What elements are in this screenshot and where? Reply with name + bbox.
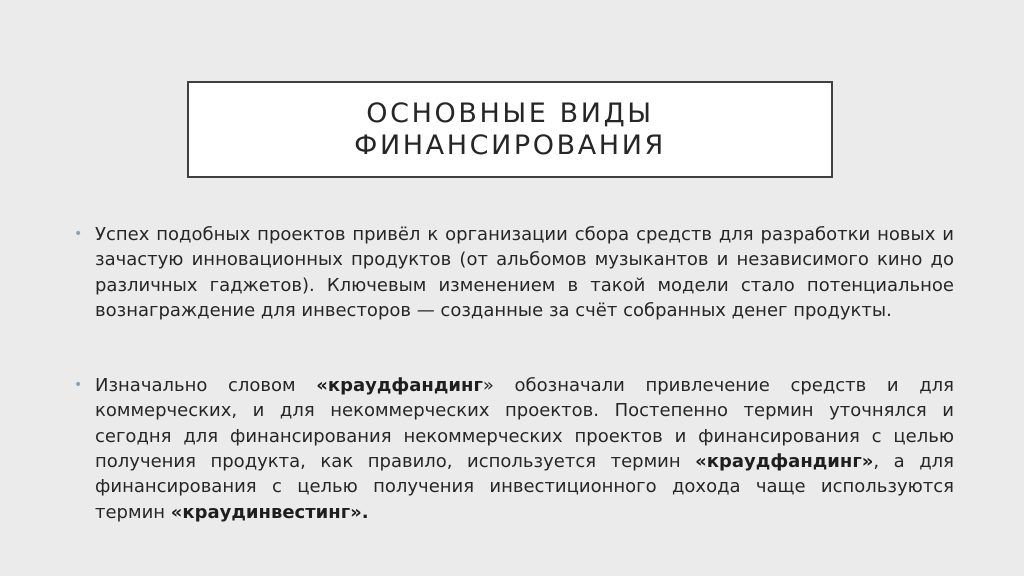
term-crowdfunding-2: «краудфандинг» xyxy=(695,451,874,473)
bullet-text-2 xyxy=(95,373,954,525)
bullet-item-2 xyxy=(74,373,954,525)
bullet-dot-icon: • xyxy=(74,377,83,394)
term-crowdinvesting: «краудинвестинг». xyxy=(170,501,369,523)
bullet-item-1 xyxy=(74,222,954,323)
bullet-2-part-3: , а для финансирования с целью получения инвестиционного дохода чаще используются термин xyxy=(95,451,954,523)
bullet-text-1: Успех подобных проектов привёл к организации сбора средств для разработки новых и зачастую инновационных продуктов (от альбомов музыкантов и независимого кино до различных гаджетов). Ключевым изменением в такой модели стало потенциальное вознаграждение для инвесторов — созданные за счёт собранных денег продукты. xyxy=(95,224,954,321)
bullet-2-part-2: » обозначали привлечение средств и для коммерческих, и для некоммерческих проектов. Постепенно термин уточнялся и сегодня для финансирования некоммерческих проектов и финансирования с целью получения продукта, как правило, используется термин xyxy=(95,375,955,473)
slide-body xyxy=(74,222,954,525)
bullet-2-part-1: Изначально словом xyxy=(95,375,317,397)
term-crowdfunding-1: «краудфандинг xyxy=(316,375,483,397)
title-box xyxy=(187,81,833,178)
slide-title-line-1: ОСНОВНЫЕ ВИДЫ xyxy=(366,97,654,129)
slide-title-line-2: ФИНАНСИРОВАНИЯ xyxy=(354,129,666,161)
bullet-dot-icon: • xyxy=(74,226,83,242)
